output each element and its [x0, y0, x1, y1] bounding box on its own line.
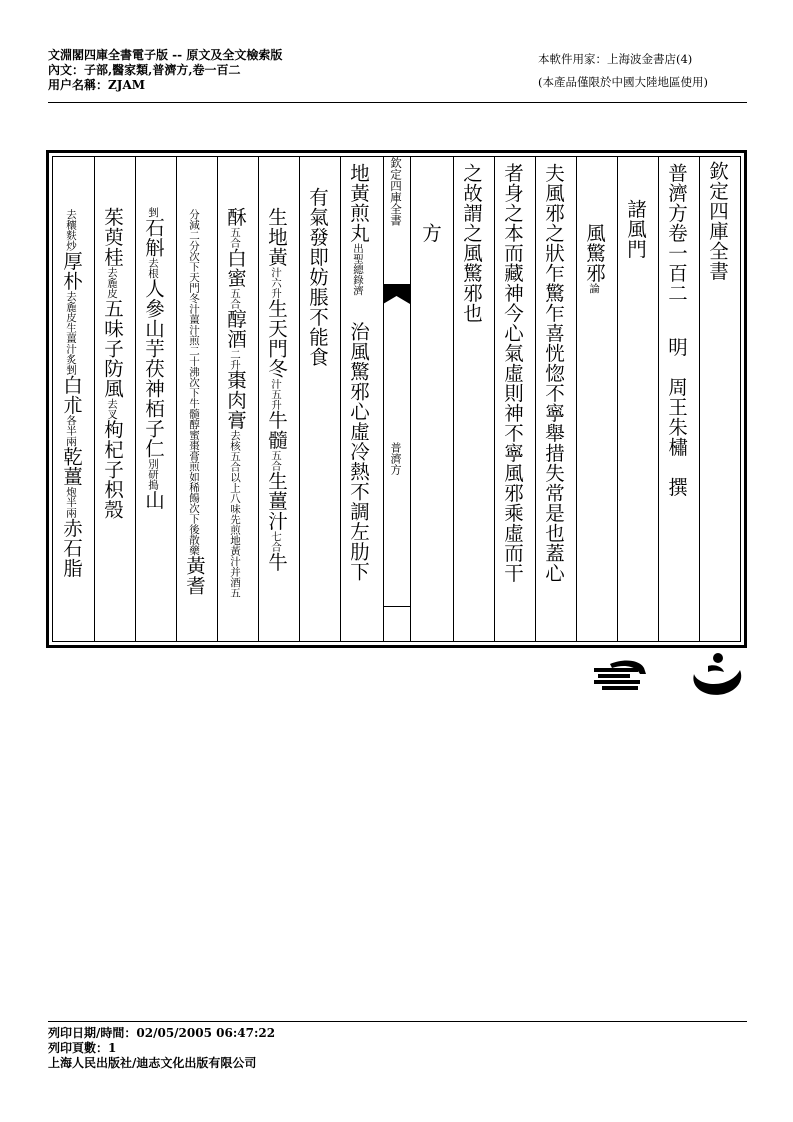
text-column-9: 地黃煎丸出聖總錄濟治風驚邪心虛冷熱不調左肋下	[347, 163, 370, 582]
column-divider	[299, 157, 300, 641]
column-divider	[258, 157, 259, 641]
column-divider	[135, 157, 136, 641]
recipe-name: 地黃煎丸	[347, 163, 370, 243]
column-divider	[535, 157, 536, 641]
text-column-16: 去穰麩炒厚朴去麁皮生薑汁炙剉白朮各半兩乾薑炮半兩赤石脂	[60, 209, 83, 578]
column-divider	[494, 157, 495, 641]
header-publisher: 本軟件用家：上海波金書店(4)	[538, 52, 693, 66]
text-column-11: 生地黃汁六升生天門冬汁五升牛髓五合生薑汁七合牛	[265, 207, 288, 572]
publisher-logo-icon	[590, 652, 746, 700]
header-content-line: 內文：子部,醫家類,普濟方,卷一百二	[48, 63, 241, 77]
footer-info	[48, 1026, 275, 1071]
print-datetime: 列印日期/時間：02/05/2005 06:47:22	[48, 1026, 276, 1040]
section-heading: 諸風門	[624, 199, 647, 259]
text-column-13: 分減二分次下天門冬汁薑汁煎二十沸次下牛髓醇蜜棗膏煎如稀餳次下後散藥黃耆	[183, 209, 206, 596]
header-info	[48, 48, 282, 93]
fish-tail-mark-icon	[383, 284, 410, 304]
column-divider	[94, 157, 95, 641]
center-fold-rule	[383, 606, 410, 607]
text-column-12: 酥五合白蜜五合醇酒二升棗肉膏去核五合以上八味先煎地黃汁并酒五	[224, 207, 247, 598]
center-book-title: 普濟方	[389, 442, 402, 475]
text-column-3	[623, 199, 647, 259]
scanned-page	[46, 150, 747, 648]
footer-divider	[48, 1021, 747, 1022]
header-product-line: 文淵閣四庫全書電子版 -- 原文及全文檢索版	[48, 48, 283, 62]
header-divider	[48, 102, 747, 103]
formula-heading: 方	[419, 223, 442, 243]
column-divider	[340, 157, 341, 641]
subsection-heading: 風驚邪	[583, 223, 606, 283]
header-publisher-info	[538, 48, 708, 94]
text-column-1: 欽定四庫全書	[706, 161, 729, 281]
publisher-name: 上海人民出版社/迪志文化出版有限公司	[48, 1056, 257, 1070]
header-user-line: 用户名稱：ZJAM	[48, 78, 146, 92]
column-divider	[699, 157, 700, 641]
column-divider	[617, 157, 618, 641]
text-column-10: 有氣發即妨脹不能食	[306, 187, 329, 367]
header-restriction: (本產品僅限於中國大陸地區使用)	[538, 75, 708, 89]
column-divider	[176, 157, 177, 641]
center-edition-mark: 欽定四庫全書	[389, 157, 403, 226]
page-inner-border	[52, 156, 741, 642]
center-fold-right	[410, 157, 411, 641]
text-column-2	[664, 163, 688, 497]
column-divider	[658, 157, 659, 641]
column-divider	[217, 157, 218, 641]
column-divider	[453, 157, 454, 641]
text-column-8	[418, 223, 442, 243]
text-column-14: 剉石斛去根人參山芋茯神栢子仁別研搗山	[142, 207, 165, 510]
text-column-15: 茱萸桂去麁皮五味子防風去叉枸杞子枳殼	[101, 207, 124, 520]
text-column-6: 者身之本而藏神今心氣虛則神不寧風邪乘虛而干	[501, 163, 524, 583]
center-fold-left	[383, 157, 384, 641]
author-line: 明 周王朱橚 撰	[665, 337, 688, 497]
column-divider	[576, 157, 577, 641]
print-pages: 列印頁數：1	[48, 1041, 117, 1055]
volume-title: 普濟方卷一百二	[665, 163, 688, 303]
text-column-7: 之故謂之風驚邪也	[460, 163, 483, 323]
text-column-5: 夫風邪之狀乍驚乍喜恍惚不寧舉措失常是也蓋心	[542, 163, 565, 583]
text-column-4: 風驚邪論	[583, 223, 606, 294]
